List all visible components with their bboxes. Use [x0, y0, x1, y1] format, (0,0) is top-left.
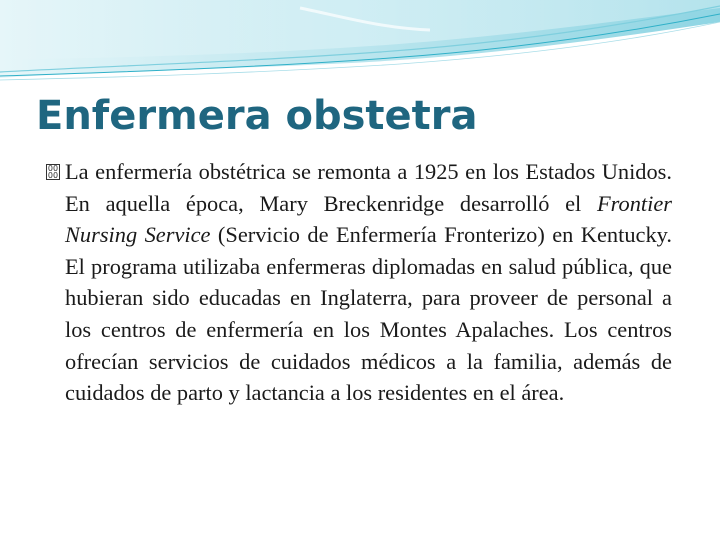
bullet-paragraph	[65, 156, 672, 409]
paragraph-italic-program-name: Frontier Nursing Service	[65, 190, 672, 248]
wave-header-decoration	[0, 0, 720, 90]
paragraph-text-end: (Servicio de Enfermería Fronterizo) en Kentucky. El programa utilizaba enfermeras diplomadas en salud pública, que hubieran sido educadas en Inglaterra, para proveer de personal a los centros de enfermería en los Montes Apalaches. Los centros ofrecían servicios de cuidados médicos a la familia, además de cuidados de parto y lactancia a los residentes en el área.	[65, 222, 672, 406]
paragraph-text-start: La enfermería obstétrica se remonta a 1925 en los Estados Unidos. En aquella época, Mary Breckenridge desarrolló el	[65, 159, 672, 216]
bullet-list	[46, 156, 672, 409]
slide-title: Enfermera obstetra	[36, 93, 478, 139]
missing-glyph-bullet-icon: 00 00	[47, 164, 59, 180]
